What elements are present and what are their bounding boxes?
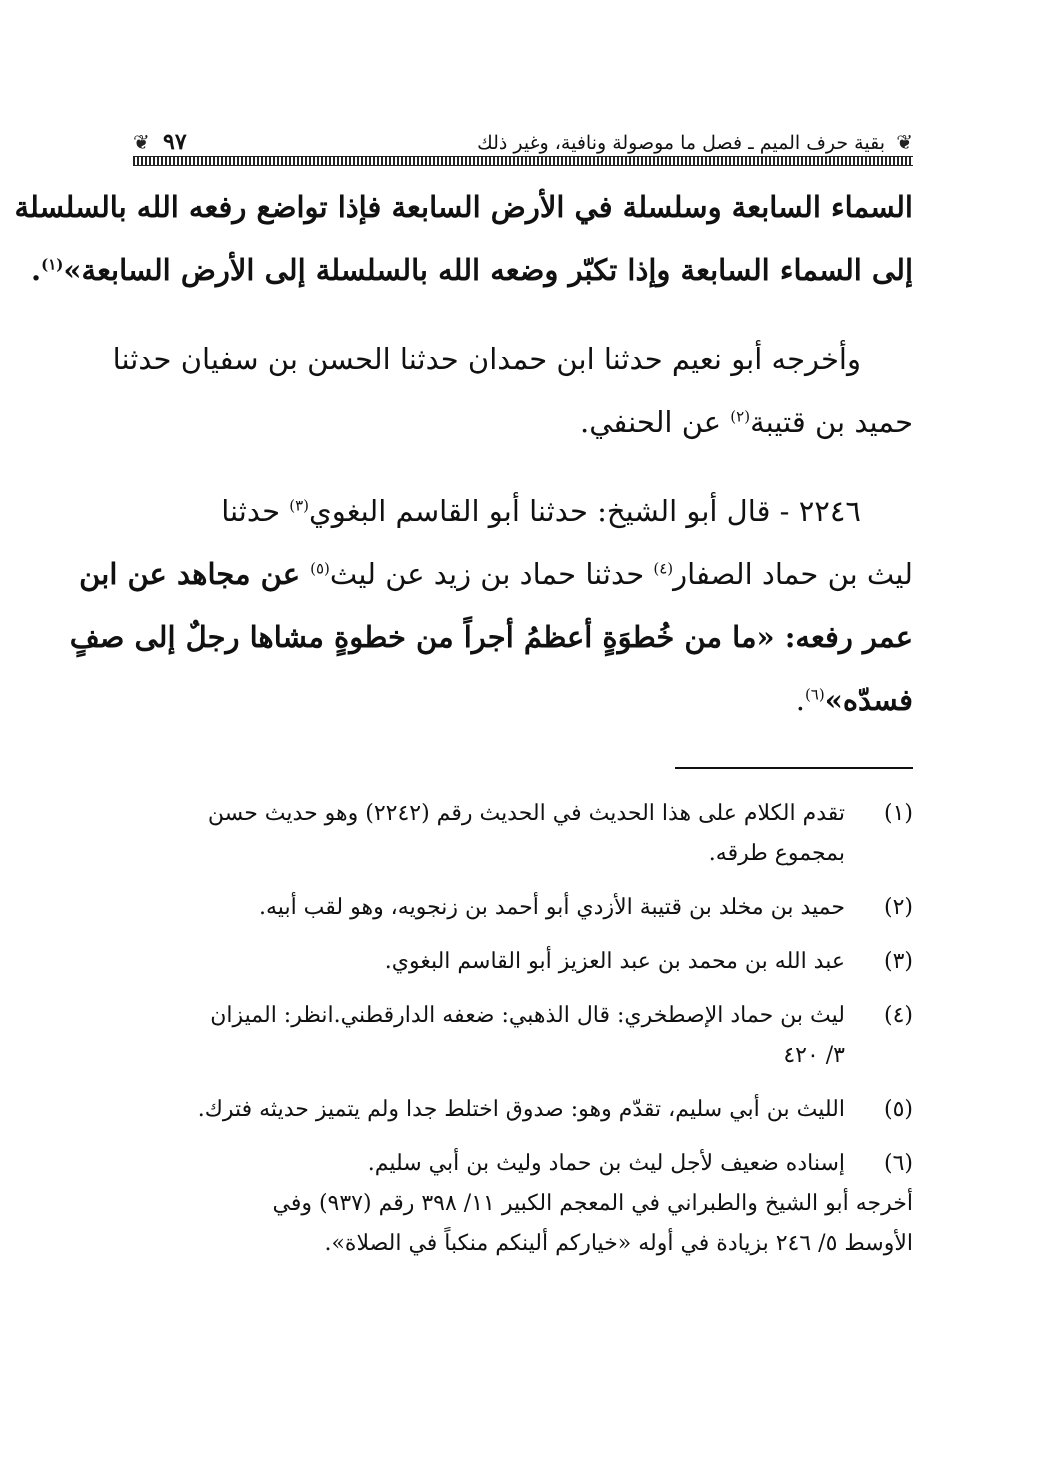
text-fragment: . [795, 683, 805, 717]
spacer [133, 454, 913, 480]
footnote-line: بمجموع طرقه. [708, 841, 845, 866]
page-header [133, 128, 913, 168]
footnote-number: (٥) [883, 1097, 913, 1122]
text-fragment: عن الحنفي. [580, 405, 731, 439]
footnote-body [133, 996, 913, 1076]
header-rule [133, 156, 913, 166]
text-fragment: إلى السماء السابعة وإذا تكبّر وضعه الله بالسلسلة إلى الأرض السابعة» [63, 253, 913, 287]
footnote-number: (٣) [883, 949, 913, 974]
footnote-separator [675, 767, 913, 769]
text-fragment: حميد بن قتيبة [750, 405, 913, 439]
text-fragment: حدثنا حماد بن زيد عن ليث [329, 557, 654, 591]
page-number: ٩٧ [163, 129, 187, 155]
text-line: السماء السابعة وسلسلة في الأرض السابعة فإذا تواضع رفعه الله بالسلسلة [14, 190, 913, 224]
hadith-matn: «ما من خُطوَةٍ أعظمُ أجراً من خطوةٍ مشاها رجلٌ إلى صفٍ [69, 620, 775, 654]
footnote-body [133, 1144, 913, 1184]
text-fragment: عمر رفعه: [774, 620, 913, 654]
footnote-6-continuation [133, 1184, 913, 1264]
footnote-number: (١) [883, 801, 913, 826]
paragraph-abu-nuaym [112, 328, 913, 454]
text-line: وأخرجه أبو نعيم حدثنا ابن حمدان حدثنا الحسن بن سفيان حدثنا [112, 342, 861, 376]
footnote-body [133, 1090, 913, 1130]
text-line [31, 239, 913, 302]
footnote-line: حميد بن مخلد بن قتيبة الأزدي أبو أحمد بن زنجويه، وهو لقب أبيه. [259, 895, 845, 920]
footnote-line: الأوسط ٥/ ٢٤٦ بزيادة في أوله «خياركم ألينكم منكباً في الصلاة». [324, 1231, 913, 1256]
text-line [133, 669, 913, 732]
footnote-body [133, 888, 913, 928]
footnote-5 [133, 1090, 913, 1130]
footnotes [133, 794, 913, 1264]
footnote-body [133, 942, 913, 982]
footnote-6 [133, 1144, 913, 1184]
text-fragment: . [31, 253, 42, 287]
footnote-number: (٢) [883, 895, 913, 920]
running-head-title: بقية حرف الميم ـ فصل ما موصولة ونافية، وغير ذلك [477, 132, 885, 154]
footnote-ref[interactable]: (٤) [653, 559, 674, 578]
footnote-line: ليث بن حماد الإصطخري: قال الذهبي: ضعفه الدارقطني.انظر: الميزان [210, 1003, 845, 1028]
paragraph-hadith-2246 [69, 480, 913, 732]
footnote-ref[interactable]: (١) [41, 255, 64, 274]
hadith-matn: فسدّه» [824, 683, 913, 717]
ornament-right-icon: ❦ [896, 130, 913, 154]
footnote-ref[interactable]: (٦) [804, 685, 825, 704]
footnote-2 [133, 888, 913, 928]
footnote-line: أخرجه أبو الشيخ والطبراني في المعجم الكبير ١١/ ٣٩٨ رقم (٩٣٧) وفي [272, 1191, 913, 1216]
footnote-ref[interactable]: (٢) [730, 407, 751, 426]
footnote-1 [133, 794, 913, 874]
text-fragment: عن مجاهد عن ابن [79, 557, 311, 591]
footnote-ref[interactable]: (٥) [310, 559, 330, 578]
hadith-number-text: ٢٢٤٦ - قال أبو الشيخ: حدثنا أبو القاسم البغوي [309, 494, 861, 528]
footnote-line: عبد الله بن محمد بن عبد العزيز أبو القاسم البغوي. [384, 949, 845, 974]
footnote-ref[interactable]: (٣) [289, 496, 310, 515]
spacer [133, 302, 913, 328]
footnote-body [133, 794, 913, 874]
footnote-3 [133, 942, 913, 982]
footnote-4 [133, 996, 913, 1076]
footnote-number: (٤) [883, 1003, 913, 1028]
text-fragment: حدثنا [221, 494, 290, 528]
main-text [14, 176, 913, 732]
text-line [69, 606, 913, 669]
ornament-left-icon: ❦ [133, 130, 150, 154]
footnote-line: تقدم الكلام على هذا الحديث في الحديث رقم (٢٢٤٢) وهو حديث حسن [207, 801, 845, 826]
footnote-number: (٦) [883, 1151, 913, 1176]
text-line [133, 480, 913, 543]
footnote-line: إسناده ضعيف لأجل ليث بن حماد وليث بن أبي سليم. [367, 1151, 845, 1176]
text-fragment: ليث بن حماد الصفار [673, 557, 913, 591]
paragraph-hadith-continuation [14, 176, 913, 302]
footnote-line: الليث بن أبي سليم، تقدّم وهو: صدوق اختلط جدا ولم يتميز حديثه فترك. [197, 1097, 845, 1122]
text-line [133, 391, 913, 454]
footnote-line: ٣/ ٤٢٠ [783, 1043, 845, 1068]
text-line [79, 543, 913, 606]
